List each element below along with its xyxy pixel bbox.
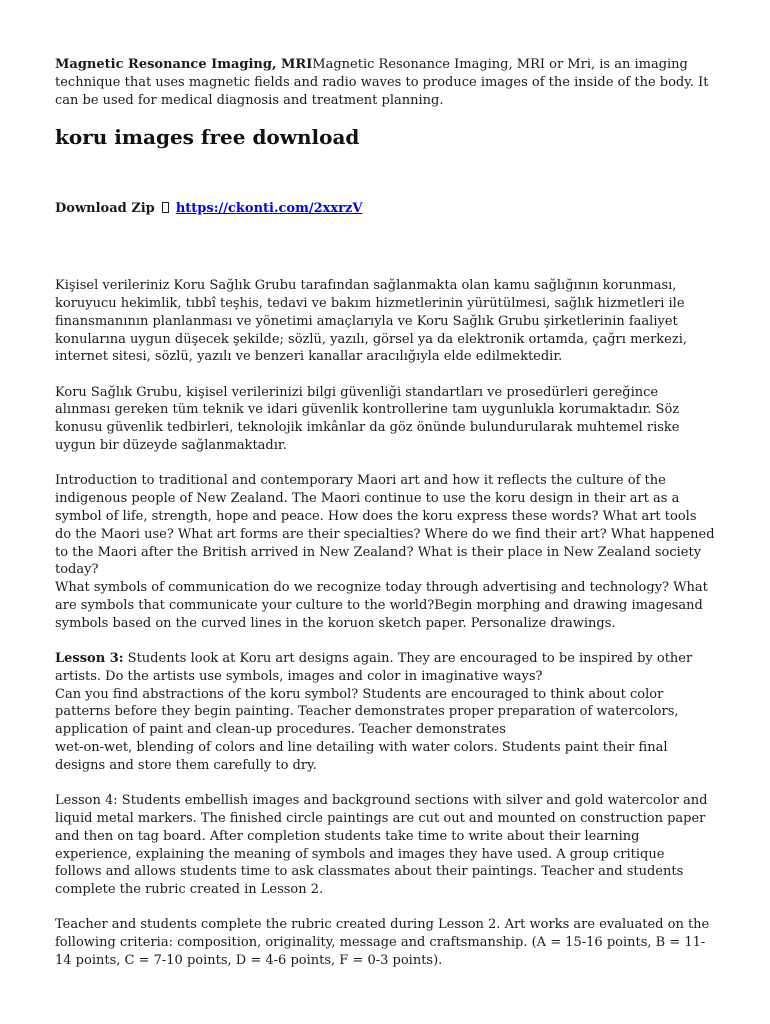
paragraph-lesson-4: Lesson 4: Students embellish images and background sections with silver and gold watercolor and liquid metal markers. The finished circle paintings are cut out and mounted on construction paper and then on tag board. After completion students take time to write about their learning experience, explaining the meaning of symbols and images they have used. A group critique follows and allows students time to ask classmates about their paintings. Teacher and students complete the rubric created in Lesson 2. (55, 793, 708, 898)
missing-glyph-box-icon (162, 202, 169, 213)
lesson-3-text: Students look at Koru art designs again. They are encouraged to be inspired by other artists. Do the artists use symbols, images and color in imaginative ways? (55, 651, 693, 684)
paragraph-privacy-2: Koru Sağlık Grubu, kişisel verilerinizi bilgi güvenliği standartları ve prosedürleri gereğince alınması gereken tüm teknik ve idari güvenlik kontrollerine tam uygunlukla korumaktadır. Söz konusu güvenlik tedbirleri, teknolojik imkânlar da göz önünde bulundurularak muhtemel riske uygun bir düzeyde sağlanmaktadır. (55, 384, 680, 454)
paragraph-lesson-3-abstractions: Can you find abstractions of the koru symbol? Students are encouraged to think about color patterns before they begin painting. Teacher demonstrates proper preparation of watercolors, application of paint and clean-up procedures. Teacher demonstrates (55, 686, 679, 738)
paragraph-privacy-1: Kişisel verileriniz Koru Sağlık Grubu tarafından sağlanmakta olan kamu sağlığının korunması, koruyucu hekimlik, tıbbî teşhis, tedavi ve bakım hizmetlerinin yürütülmesi, sağlık hizmetleri ile finansmanının planlanması ve yönetimi amaçlarıyla ve Koru Sağlık Grubu şirketlerinin faaliyet konularına uygun düşecek şekilde; sözlü, yazılı, görsel ya da elektronik ortamda, çağrı merkezi, internet sitesi, sözlü, yazılı ve benzeri kanallar aracılığıyla elde edilmektedir. (55, 278, 688, 365)
lesson-3-label: Lesson 3: (55, 651, 124, 667)
download-line (55, 200, 715, 218)
intro-paragraph (55, 56, 715, 109)
page-heading: koru images free download (55, 125, 360, 150)
paragraph-lesson-3 (55, 650, 715, 686)
paragraph-symbols: What symbols of communication do we recognize today through advertising and technology? What are symbols that communicate your culture to the world?Begin morphing and drawing imagesand symbols based on the curved lines in the koruon sketch paper. Personalize drawings. (55, 580, 708, 631)
intro-bold-term: Magnetic Resonance Imaging, MRI (55, 57, 313, 72)
download-label: Download Zip (55, 201, 155, 217)
download-link[interactable]: https://ckonti.com/2xxrzV (175, 201, 363, 217)
paragraph-lesson-3-wet-on-wet: wet-on-wet, blending of colors and line detailing with water colors. Students paint their final designs and store them carefully to dry. (55, 740, 668, 773)
intro-text: Magnetic Resonance Imaging, MRI or Mri, is an imaging technique that uses magnetic fields and radio waves to produce images of the inside of the body. It can be used for medical diagnosis and treatment planning. (55, 57, 709, 108)
paragraph-rubric: Teacher and students complete the rubric created during Lesson 2. Art works are evaluated on the following criteria: composition, originality, message and craftsmanship. (A = 15-16 points, B = 11-14 points, C = 7-10 points, D = 4-6 points, F = 0-3 points). (55, 917, 710, 968)
paragraph-maori-intro: Introduction to traditional and contemporary Maori art and how it reflects the culture of the indigenous people of New Zealand. The Maori continue to use the koru design in their art as a symbol of life, strength, hope and peace. How does the koru express these words? What art tools do the Maori use? What art forms are their specialties? Where do we find their art? What happened to the Maori after the British arrived in New Zealand? What is their place in New Zealand society today? (55, 473, 715, 578)
